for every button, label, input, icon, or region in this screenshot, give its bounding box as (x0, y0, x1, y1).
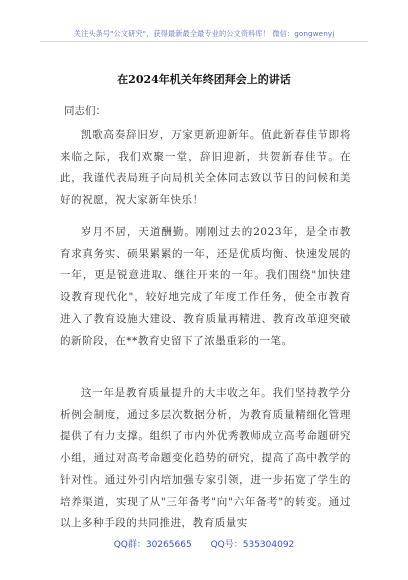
footer (0, 537, 408, 550)
header-banner: 关注头条号"公文研究"，获得最新最全最专业的公文资料库！ 微信：gongwenyj (73, 29, 335, 38)
footer-qq: QQ号：535304092 (210, 540, 295, 550)
paragraph-3: 这一年是教育质量提升的大丰收之年。我们坚持教学分析例会制度，通过多层次数据分析，为教育质量精细化管理提供了有力支撑。组织了市内外优秀教师成立高考命题研究小组，通过对高考命题变化趋势的研究，提高了高中教学的针对性。通过外引内培加强专家引领，进一步拓宽了学生的培养渠道，实现了从"三年备考"向"六年备考"的转变。通过以上多种手段的共同推进，教育质量实 (60, 387, 351, 530)
paragraph-1: 凯歌高奏辞旧岁，万家更新迎新年。值此新春佳节即将来临之际，我们欢聚一堂，辞旧迎新，共贺新春佳节。在此，我谨代表局班子向局机关全体同志致以节日的问候和美好的祝愿，祝大家新年快乐！ (60, 129, 351, 207)
footer-qq-group: QQ群：30265665 (113, 540, 192, 550)
header-divider (40, 41, 368, 42)
paragraph-2: 岁月不居，天道酬勤。刚刚过去的2023年，是全市教育求真务实、硕果累累的一年，还是优质均衡、快速发展的一年，更是锐意进取、继往开来的一年。我们围绕"加快建设教育现代化"，较好地完成了年度工作任务，使全市教育进入了教育设施大建设、教育质量再精进、教育改革迎突破的新阶段，在**教育史留下了浓墨重彩的一笔。 (60, 226, 351, 347)
salutation: 同志们： (64, 105, 106, 117)
document-title: 在2024年机关年终团拜会上的讲话 (117, 73, 291, 86)
